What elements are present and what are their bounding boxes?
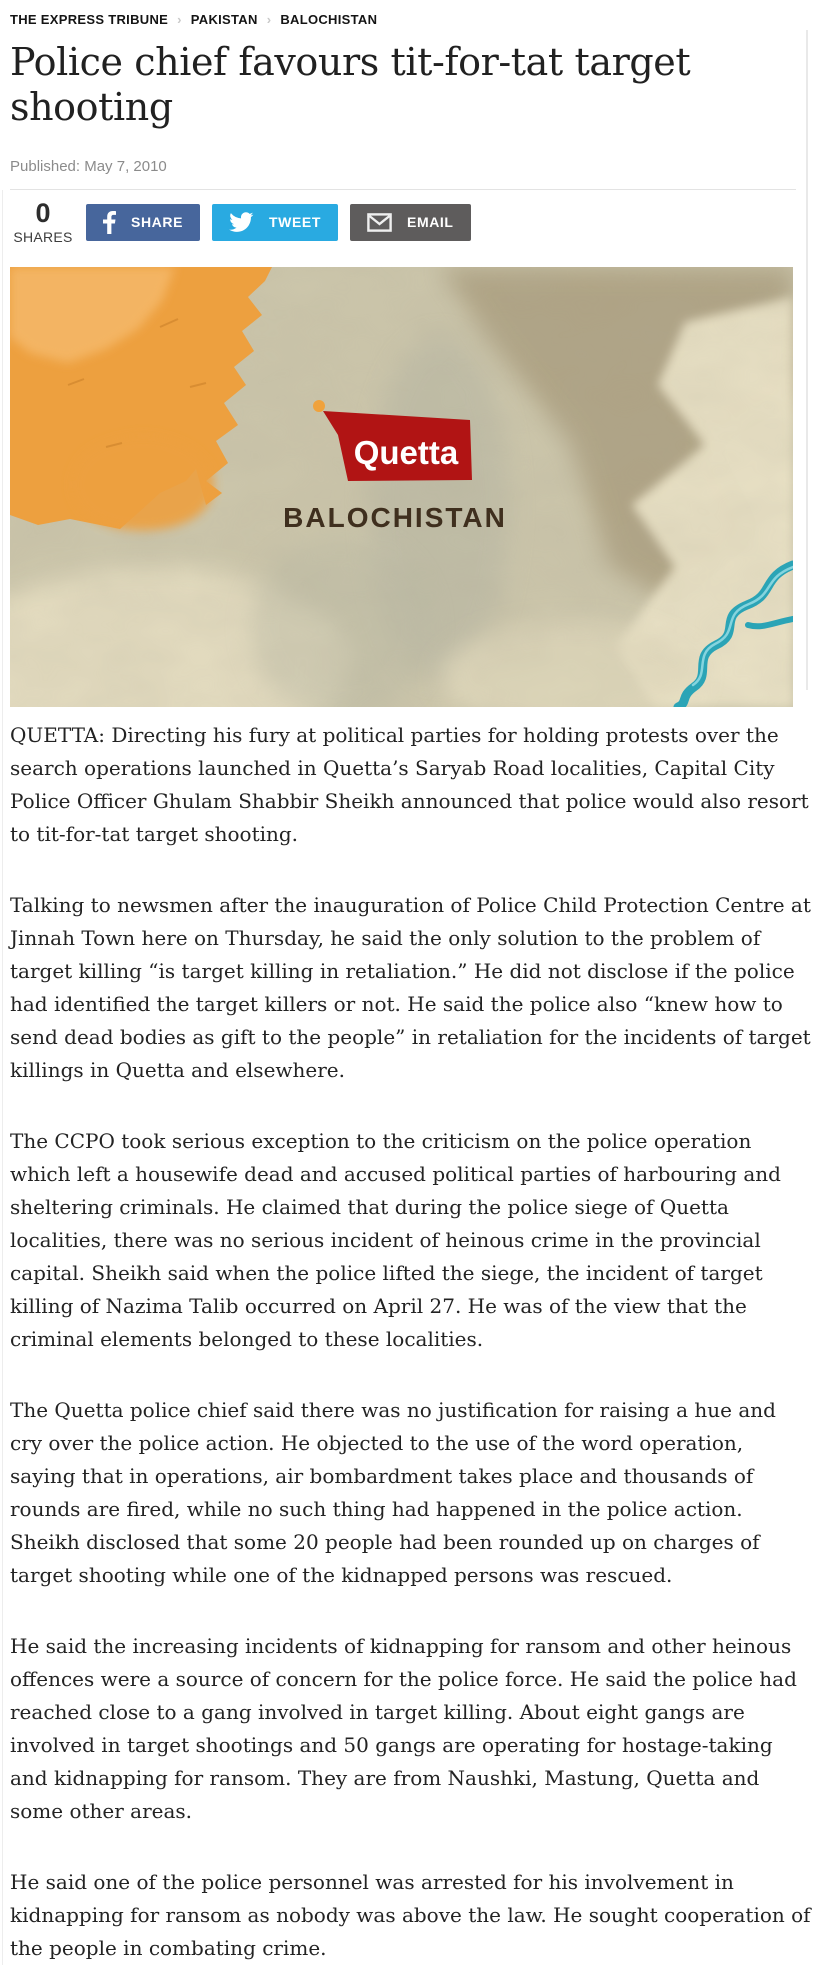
twitter-bird-icon: [229, 212, 254, 233]
breadcrumb-separator-icon: ›: [177, 12, 182, 27]
share-button-twitter[interactable]: [212, 204, 338, 241]
article-map-image: [10, 267, 793, 707]
right-column-divider: [806, 30, 808, 690]
share-count-label: SHARES: [13, 229, 73, 245]
breadcrumb: [10, 12, 816, 27]
email-envelope-icon: [367, 213, 392, 232]
breadcrumb-pakistan-link[interactable]: PAKISTAN: [190, 12, 258, 27]
map-city-marker-dot: [313, 400, 325, 412]
facebook-icon: [103, 211, 116, 234]
left-page-divider: [2, 190, 3, 1965]
share-button-email[interactable]: [350, 204, 471, 241]
header-divider: [10, 189, 796, 190]
breadcrumb-separator-icon: ›: [266, 12, 272, 27]
page-title: Police chief favours tit-for-tat target shooting: [10, 40, 691, 129]
published-date: Published: May 7, 2010: [10, 158, 167, 175]
article-paragraph: The CCPO took serious exception to the criticism on the police operation which left a housewife dead and accused political parties of harbouring and sheltering criminals. He claimed that during the police siege of Quetta localities, there was no serious incident of heinous crime in the provincial capital. Sheikh said when the police lifted the siege, the incident of target killing of Nazima Talib occurred on April 27. He was of the view that the criminal elements belonged to these localities.: [10, 1129, 781, 1351]
share-button-label: EMAIL: [407, 214, 454, 230]
share-button-facebook[interactable]: [86, 204, 200, 241]
share-count: [10, 200, 76, 244]
article-paragraph: QUETTA: Directing his fury at political parties for holding protests over the search operations launched in Quetta’s Saryab Road localities, Capital City Police Officer Ghulam Shabbir Sheikh announced that police would also resort to tit-for-tat target shooting.: [10, 723, 809, 846]
breadcrumb-balochistan-link[interactable]: BALOCHISTAN: [280, 12, 378, 27]
map-region-label: BALOCHISTAN: [283, 502, 507, 533]
article-paragraph: Talking to newsmen after the inauguration of Police Child Protection Centre at Jinnah Town here on Thursday, he said the only solution to the problem of target killing “is target killing in retaliation.” He did not disclose if the police had identified the target killers or not. He said the police also “knew how to send dead bodies as gift to the people” in retaliation for the incidents of target killings in Quetta and elsewhere.: [10, 893, 811, 1082]
article-paragraph: The Quetta police chief said there was no justification for raising a hue and cry over the police action. He objected to the use of the word operation, saying that in operations, air bombardment takes place and thousands of rounds are fired, while no such thing had happened in the police action. Sheikh disclosed that some 20 people had been rounded up on charges of target shooting while one of the kidnapped persons was rescued.: [10, 1398, 776, 1587]
breadcrumb-home-link[interactable]: THE EXPRESS TRIBUNE: [10, 12, 169, 27]
share-widget: [10, 198, 816, 245]
article-body: [10, 719, 812, 1965]
map-city-label: Quetta: [353, 434, 459, 471]
share-button-label: SHARE: [131, 214, 184, 230]
article-paragraph: He said one of the police personnel was arrested for his involvement in kidnapping for ransom as nobody was above the law. He sought cooperation of the people in combating crime.: [10, 1870, 811, 1960]
share-count-number: 0: [35, 198, 51, 228]
article-paragraph: He said the increasing incidents of kidnapping for ransom and other heinous offences were a source of concern for the police force. He said the police had reached close to a gang involved in target killing. About eight gangs are involved in target shootings and 50 gangs are operating for hostage-taking and kidnapping for ransom. They are from Naushki, Mastung, Quetta and some other areas.: [10, 1634, 797, 1823]
share-button-label: TWEET: [269, 214, 322, 230]
